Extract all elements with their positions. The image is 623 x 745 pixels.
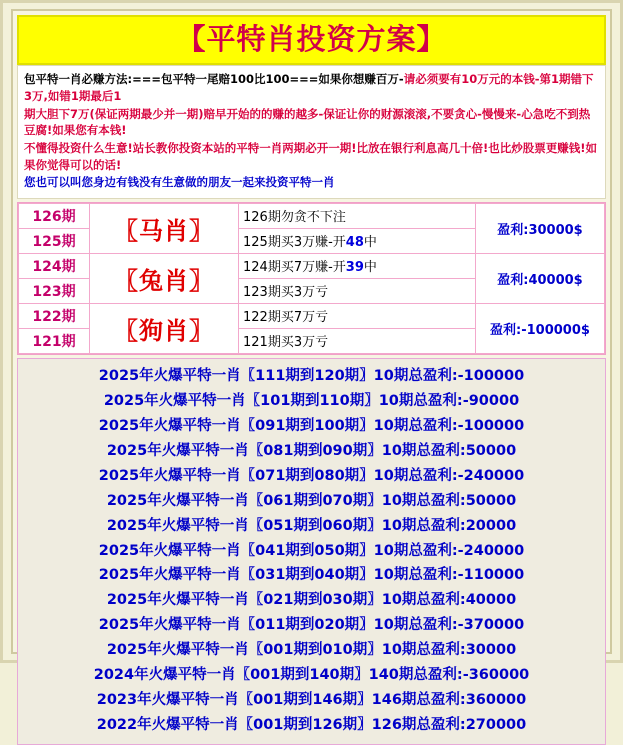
intro-line-3: 不懂得投资什么生意!站长教你投资本站的平特一肖两期必开一期!比放在银行利息高几十倍!也比炒股票更赚钱!如果你觉得可以的话!: [24, 140, 597, 172]
period-cell: 125期: [19, 228, 90, 253]
note-cell: 126期勿贪不下注: [239, 203, 476, 228]
results-table: [17, 202, 606, 355]
table-row: [19, 303, 605, 328]
list-item: 2025年火爆平特一肖〖041期到050期〗10期总盈利:-240000: [98, 542, 525, 559]
list-item: 2025年火爆平特一肖〖061期到070期〗10期总盈利:50000: [106, 492, 517, 509]
list-item: 2025年火爆平特一肖〖051期到060期〗10期总盈利:20000: [106, 517, 517, 534]
animal-cell: 〖狗肖〗: [90, 303, 239, 353]
period-cell: 126期: [19, 203, 90, 228]
period-cell: 124期: [19, 253, 90, 278]
list-item: 2024年火爆平特一肖〖001期到140期〗140期总盈利:-360000: [93, 667, 530, 684]
intro-line-2: 期大胆下7万(保证两期最少并一期)赔早开始的的赚的越多-保证让你的财源滚滚,不要贪心-慢慢来-心急吃不到热豆腐!如果您有本钱!: [24, 106, 591, 138]
list-item: 2025年火爆平特一肖〖081期到090期〗10期总盈利:50000: [106, 442, 517, 459]
list-item: 2025年火爆平特一肖〖031期到040期〗10期总盈利:-110000: [98, 567, 525, 584]
list-item: 2025年火爆平特一肖〖011期到020期〗10期总盈利:-370000: [98, 617, 525, 634]
list-item: 2023年火爆平特一肖〖001期到146期〗146期总盈利:360000: [96, 692, 527, 709]
note-cell: 123期买3万亏: [239, 278, 476, 303]
period-cell: 122期: [19, 303, 90, 328]
period-cell: 121期: [19, 328, 90, 353]
list-item: 2025年火爆平特一肖〖091期到100期〗10期总盈利:-100000: [98, 417, 525, 434]
content-frame: [11, 9, 612, 734]
list-item: 2025年火爆平特一肖〖071期到080期〗10期总盈利:-240000: [98, 467, 525, 484]
intro-block: [17, 65, 606, 199]
period-cell: 123期: [19, 278, 90, 303]
title-banner: [17, 15, 606, 65]
note-cell: 121期买3万亏: [239, 328, 476, 353]
profit-cell: 盈利:-100000$: [476, 303, 605, 353]
intro-line-1-highlight: 请必须要有10万元的本钱-第1期错下3万,如错1期最后1: [24, 72, 594, 103]
intro-line-1: [24, 71, 599, 104]
list-item: 2025年火爆平特一肖〖101期到110期〗10期总盈利:-90000: [103, 392, 520, 409]
table-row: [19, 203, 605, 228]
note-cell: 124期买7万赚-开39中: [239, 253, 476, 278]
profit-cell: 盈利:30000$: [476, 203, 605, 253]
table-row: [19, 253, 605, 278]
intro-line-4: 您也可以叫您身边有钱没有生意做的朋友一起来投资平特一肖: [24, 175, 335, 190]
list-item: 2025年火爆平特一肖〖021期到030期〗10期总盈利:40000: [106, 592, 517, 609]
list-item: 2025年火爆平特一肖〖001期到010期〗10期总盈利:30000: [106, 642, 517, 659]
intro-line-1-text: 包平特一肖必赚方法:===包平特一尾赔100比100===如果你想赚百万-: [24, 72, 404, 87]
history-list: [17, 358, 606, 745]
profit-cell: 盈利:40000$: [476, 253, 605, 303]
animal-cell: 〖马肖〗: [90, 203, 239, 253]
note-cell: 122期买7万亏: [239, 303, 476, 328]
animal-cell: 〖兔肖〗: [90, 253, 239, 303]
note-cell: 125期买3万赚-开48中: [239, 228, 476, 253]
list-item: 2022年火爆平特一肖〖001期到126期〗126期总盈利:270000: [96, 717, 527, 734]
list-item: 2025年火爆平特一肖〖111期到120期〗10期总盈利:-100000: [98, 367, 525, 384]
page-title: 【平特肖投资方案】: [176, 22, 447, 56]
